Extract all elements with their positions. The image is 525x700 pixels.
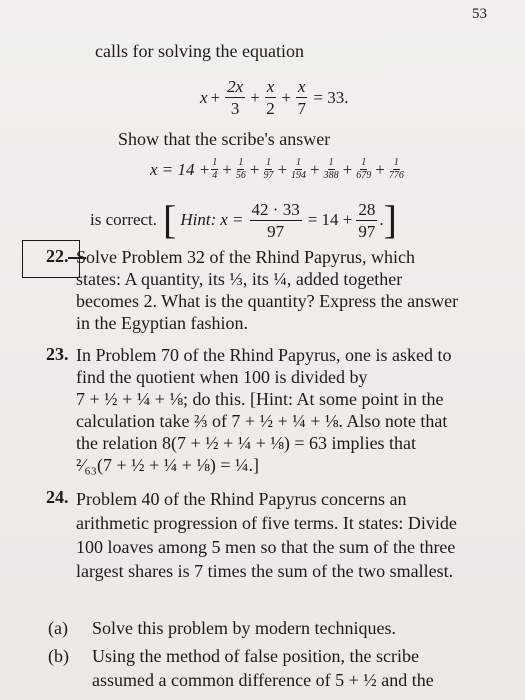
unit-fraction: $\frac{1}{388}$ xyxy=(323,157,339,181)
fraction: $\frac{28}{97}$ xyxy=(358,199,376,241)
problem-line: states: A quantity, its ⅓, its ¼, added together xyxy=(76,269,403,289)
unit-fraction: $\frac{1}{194}$ xyxy=(291,157,307,181)
problem-line: 100 loaves among 5 men so that the sum of the three xyxy=(76,537,456,557)
problem-line: ²⁄₆₃(7 + ½ + ¼ + ⅛) = ¼.] xyxy=(76,455,260,475)
problem-24 xyxy=(76,487,457,583)
plus-sign: + xyxy=(249,159,260,179)
fraction: $\frac{2x}{3}$ xyxy=(227,77,244,118)
intro-text: calls for solving the equation xyxy=(95,41,304,61)
problem-line: 7 + ½ + ¼ + ⅛; do this. [Hint: At some point in the xyxy=(76,389,444,409)
problem-line: Solve Problem 32 of the Rhind Papyrus, which xyxy=(76,247,415,267)
scribe-answer: x = 14 + $\frac{1}{4}$ + $\frac{1}{56}$ + $\frac{1}{97}$ + $\frac{1}{194}$ + $\frac{1}{388}$ + $\frac{1}{679}$ + $\frac{1}{776}$ xyxy=(150,157,404,181)
unit-fraction: $\frac{1}{679}$ xyxy=(356,157,372,181)
right-bracket: ] xyxy=(383,197,397,242)
left-bracket: [ xyxy=(163,197,177,242)
plus-sign: + xyxy=(310,159,320,179)
unit-fraction: $\frac{1}{4}$ xyxy=(212,157,218,181)
plus-sign: + xyxy=(375,159,385,179)
part-line: assumed a common difference of 5 + ½ and the xyxy=(92,670,434,690)
fraction: $\frac{42 \cdot 33}{97}$ xyxy=(251,199,300,241)
problem-line: find the quotient when 100 is divided by xyxy=(76,367,368,387)
problem-line: in the Egyptian fashion. xyxy=(76,313,248,333)
fraction: $\frac{x}{7}$ xyxy=(297,77,306,118)
problem-line: calculation take ⅔ of 7 + ½ + ¼ + ⅛. Also note that xyxy=(76,411,448,431)
problem-22 xyxy=(76,246,458,334)
problem-line: Problem 40 of the Rhind Papyrus concerns an xyxy=(76,489,407,509)
hint-line: is correct. [ Hint: x = $\frac{42 \cdot 33}{97}$ = 14 + $\frac{28}{97}$ . ] xyxy=(90,197,397,242)
problem-line: becomes 2. What is the quantity? Express the answer xyxy=(76,291,459,311)
plus-sign: + xyxy=(222,159,232,179)
problem-23 xyxy=(76,344,451,476)
problem-line: In Problem 70 of the Rhind Papyrus, one is asked to xyxy=(76,345,452,365)
problem-line: largest shares is 7 times the sum of the two smallest. xyxy=(76,561,454,581)
plus-sign: + xyxy=(277,159,288,179)
part-b: (b) Using the method of false position, the scribe assumed a common difference of 5 + ½ and the xyxy=(48,646,434,690)
show-text: Show that the scribe's answer xyxy=(118,129,331,149)
problem-23-number: 23. xyxy=(46,344,69,364)
fraction: $\frac{x}{2}$ xyxy=(266,77,275,118)
part-a: (a) Solve this problem by modern techniques. xyxy=(48,618,396,638)
problem-line: arithmetic progression of five terms. It states: Divide xyxy=(76,513,457,533)
plus-sign: + xyxy=(342,159,353,179)
unit-fraction: $\frac{1}{56}$ xyxy=(235,157,246,181)
unit-fraction: $\frac{1}{776}$ xyxy=(388,157,404,181)
equation-1: x + $\frac{2x}{3}$ + $\frac{x}{2}$ + $\frac{x}{7}$ = 33. xyxy=(200,77,349,118)
problem-22-number: 22. xyxy=(46,246,69,266)
part-label: (a) xyxy=(48,618,68,638)
page-number: 53 xyxy=(472,6,487,22)
problem-24-number: 24. xyxy=(46,487,69,507)
problem-line: the relation 8(7 + ½ + ¼ + ⅛) = 63 implies that xyxy=(76,433,417,453)
part-label: (b) xyxy=(48,646,69,666)
unit-fraction: $\frac{1}{97}$ xyxy=(263,157,274,181)
